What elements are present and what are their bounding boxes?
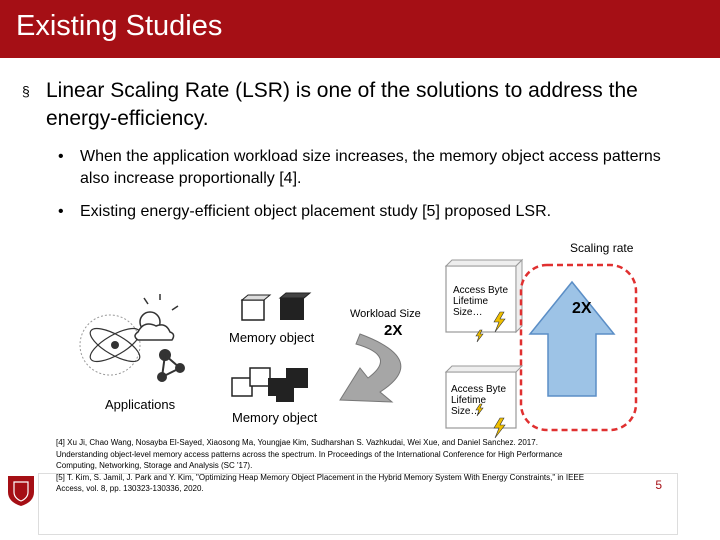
footer-frame: [38, 473, 678, 535]
memory-object-icon-top: [242, 293, 310, 320]
sub-bullet-text: Existing energy-efficient object placement study [5] proposed LSR.: [80, 203, 552, 220]
reference-line: [5] T. Kim, S. Jamil, J. Park and Y. Kim, "Optimizing Heap Memory Object Placement in the Hybrid Memory System With Energy Constraints," in IEEE: [56, 472, 585, 482]
card-bottom-text: [451, 384, 506, 417]
workload-arrow: [340, 334, 401, 402]
memory-object-icon-bottom: [232, 368, 308, 402]
scaling-rate-label: Scaling rate: [570, 241, 634, 255]
applications-label: Applications: [105, 397, 176, 412]
sub-bullet-text: When the application workload size increases, the memory object access patterns also increase proportionally [4].: [80, 148, 661, 187]
applications-icon: [80, 294, 185, 382]
workload-size-label: Workload Size: [350, 308, 421, 320]
card-top-text: [453, 285, 508, 318]
reference-line: Understanding object-level memory access patterns across the spectrum. In Proceedings of the International Conference for High Performance: [56, 449, 563, 459]
scaling-factor: 2X: [572, 300, 592, 317]
page-number: 5: [655, 478, 662, 492]
reference-line: [4] Xu Ji, Chao Wang, Nosayba El-Sayed, Xiaosong Ma, Youngjae Kim, Sudharshan S. Vazhkudai, Wei Xue, and Daniel Sanchez. 2017.: [56, 438, 538, 447]
card-field: Size…: [453, 307, 483, 318]
memory-object-label-bottom: Memory object: [232, 410, 318, 425]
card-field: Access Byte: [453, 285, 509, 296]
university-logo-icon: [4, 474, 38, 508]
sub-bullet-marker: •: [58, 148, 64, 165]
memory-object-label-top: Memory object: [229, 330, 315, 345]
page-title: Existing Studies: [16, 10, 223, 42]
bullet-marker: §: [22, 83, 30, 99]
sub-bullet-marker: •: [58, 203, 64, 220]
card-field: Size…: [451, 406, 481, 417]
card-field: Access Byte: [451, 384, 507, 395]
card-field: Lifetime: [451, 395, 487, 406]
reference-line: Access, vol. 8, pp. 130323-130336, 2020.: [56, 484, 204, 493]
reference-line: Computing, Networking, Storage and Analysis (SC '17).: [56, 461, 253, 470]
workload-factor: 2X: [384, 322, 403, 339]
main-bullet-text: Linear Scaling Rate (LSR) is one of the solutions to address the energy-efficiency.: [46, 79, 638, 130]
scaling-arrow: [521, 265, 636, 430]
card-field: Lifetime: [453, 296, 489, 307]
